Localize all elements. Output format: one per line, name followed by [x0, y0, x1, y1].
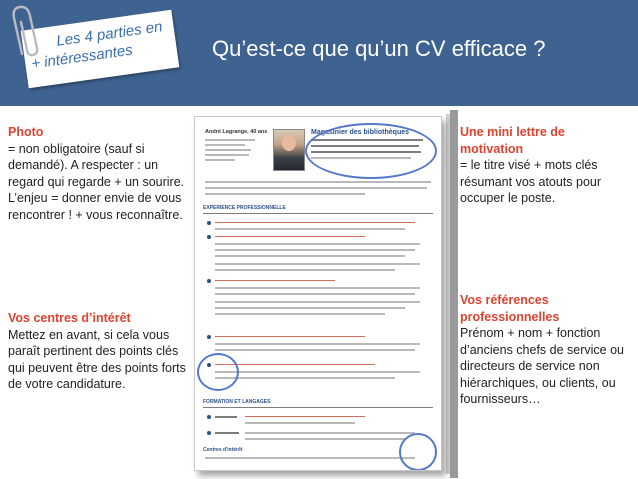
cv-bullet: [207, 335, 211, 339]
cv-address-line: [205, 159, 235, 161]
cv-name: André Lagrange, 40 ans: [205, 129, 268, 135]
cv-job-line: [215, 364, 375, 365]
cv-bullet: [207, 279, 211, 283]
cv-job-line: [215, 255, 405, 257]
cv-bullet: [207, 235, 211, 239]
cv-divider: [203, 407, 433, 408]
cv-photo: [273, 129, 305, 171]
letter-highlight-circle: [305, 123, 437, 179]
cv-section-training: FORMATION ET LANGAGES: [203, 399, 271, 405]
cv-bullet: [207, 221, 211, 225]
cv-job-line: [215, 307, 405, 309]
references-text: Prénom + nom + fonction d’anciens chefs de service ou directeurs de service non hiérarchiques, ou clients, ou fournisseurs…: [460, 326, 624, 406]
references-panel: [460, 292, 630, 408]
cv-intro-line: [205, 181, 431, 183]
cv-training-label: [215, 416, 237, 418]
references-heading: Vos références professionnelles: [460, 293, 560, 324]
cv-divider: [203, 213, 433, 214]
cv-job-line: [215, 236, 365, 237]
letter-text: = le titre visé + mots clés résumant vos atouts pour occuper le poste.: [460, 158, 602, 205]
cv-job-title: Magasinier des bibliothèques: [311, 129, 410, 136]
cv-job-line: [215, 263, 420, 265]
cv-job-line: [215, 349, 415, 351]
photo-heading: Photo: [8, 125, 44, 139]
cv-training-line: [245, 416, 365, 417]
letter-panel: [460, 124, 620, 207]
interests-text: Mettez en avant, si cela vous paraît pertinent des points clés qui peuvent être des points forts de votre candidature.: [8, 327, 186, 391]
cv-address-line: [205, 154, 249, 156]
cv-bullet: [207, 415, 211, 419]
cv-intro-line: [205, 187, 427, 189]
cv-job-line: [215, 222, 415, 223]
cv-job-line: [215, 287, 420, 289]
cv-photo-face: [282, 135, 296, 151]
cv-page-stack: [450, 110, 458, 478]
cv-interests-line: [205, 457, 415, 459]
cv-job-line: [215, 343, 420, 345]
cv-job-line: [215, 269, 395, 271]
cv-job-line: [215, 301, 420, 303]
interests-highlight-circle: [399, 433, 437, 471]
cv-job-line: [215, 377, 395, 379]
note-line-2: + intéressantes: [30, 41, 134, 73]
cv-address-line: [205, 149, 251, 151]
cv-training-line: [245, 432, 415, 434]
cv-job-line: [215, 249, 415, 251]
interests-heading: Vos centres d’intérêt: [8, 311, 131, 325]
cv-section-interests: Centres d'intérêt: [203, 447, 243, 453]
cv-address-line: [205, 144, 245, 146]
paperclip-icon: [8, 4, 44, 60]
note-line-1: Les 4 parties en: [55, 18, 164, 50]
cv-section-experience: EXPERIENCE PROFESSIONNELLE: [203, 205, 286, 211]
cv-job-line: [215, 371, 420, 373]
cv-training-line: [245, 438, 405, 440]
cv-training-label: [215, 432, 239, 434]
slide-title: Qu’est-ce que qu’un CV efficace ?: [212, 36, 546, 61]
photo-panel: [8, 124, 192, 223]
cv-job-line: [215, 228, 405, 230]
letter-heading: Une mini lettre de motivation: [460, 125, 565, 156]
cv-address-line: [205, 139, 255, 141]
cv-job-line: [215, 313, 385, 315]
references-highlight-circle: [197, 353, 239, 391]
cv-thumbnail: [194, 116, 442, 471]
interests-panel: [8, 310, 188, 393]
cv-training-line: [245, 422, 355, 424]
cv-job-line: [215, 293, 415, 295]
cv-intro-line: [205, 193, 365, 195]
cv-job-line: [215, 243, 420, 245]
photo-text: = non obligatoire (sauf si demandé). A respecter : un regard qui regarde + un sourire. L’enjeu = donner envie de vous rencontrer ! + vous reconnaître.: [8, 141, 185, 222]
cv-bullet: [207, 431, 211, 435]
cv-job-line: [215, 336, 365, 337]
cv-job-line: [215, 280, 335, 281]
